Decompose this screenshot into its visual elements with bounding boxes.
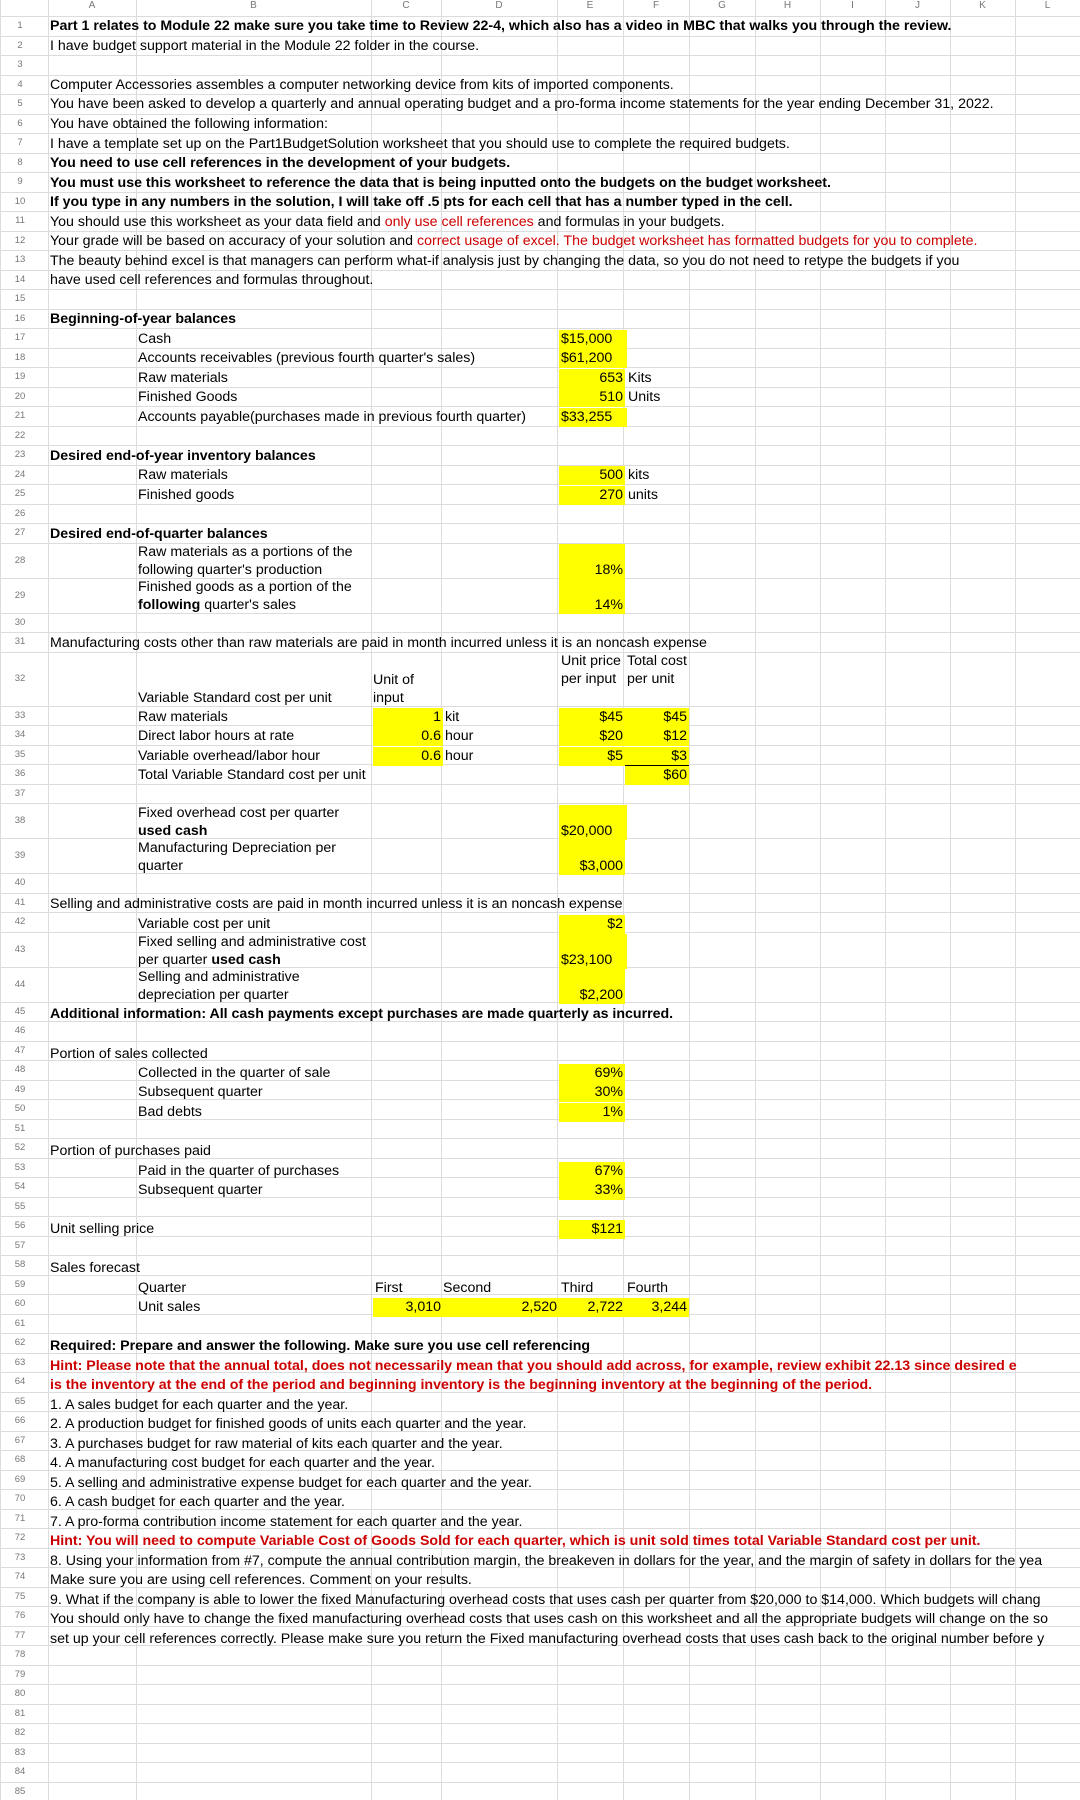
label: Total Variable Standard cost per unit (138, 767, 366, 783)
row-header-59[interactable]: 59 (14, 1279, 26, 1290)
column-header: Variable Standard cost per unit (138, 690, 332, 706)
required-item: 5. A selling and administrative expense budget for each quarter and the year. (50, 1475, 532, 1491)
section-title: Portion of sales collected (50, 1046, 208, 1062)
column-header-a[interactable]: A (88, 0, 96, 11)
required-item: 9. What if the company is able to lower the fixed Manufacturing overhead costs that uses cash per quarter from $20,000 to $14,000. Which budgets will chang (50, 1592, 1041, 1608)
text-run: Fixed selling and administrative cost per quarter (138, 934, 366, 968)
required-item: 6. A cash budget for each quarter and the year. (50, 1494, 345, 1510)
row-header-44[interactable]: 44 (14, 979, 26, 990)
text-run-bold: used cash (211, 951, 281, 968)
grid-row-line (0, 893, 1080, 894)
row-header-2[interactable]: 2 (17, 40, 23, 51)
row-header-5[interactable]: 5 (17, 98, 23, 109)
grid-row-line (0, 1041, 1080, 1042)
intro-line: have used cell references and formulas throughout. (50, 272, 374, 288)
row-header-66[interactable]: 66 (14, 1415, 26, 1426)
row-header-58[interactable]: 58 (14, 1259, 26, 1270)
row-header-62[interactable]: 62 (14, 1337, 26, 1348)
row-header-65[interactable]: 65 (14, 1396, 26, 1407)
grid-row-line (0, 1216, 1080, 1217)
grid-row-line (0, 1275, 1080, 1276)
text-run-red: only use cell references (384, 214, 534, 230)
intro-line: Computer Accessories assembles a computer networking device from kits of imported components. (50, 77, 674, 93)
label: Variable overhead/labor hour (138, 748, 320, 764)
column-header-h[interactable]: H (783, 0, 792, 11)
row-header-74[interactable]: 74 (14, 1571, 26, 1582)
row-header-26[interactable]: 26 (14, 508, 26, 519)
grid-row-line (0, 1333, 1080, 1334)
row-header-72[interactable]: 72 (14, 1532, 26, 1543)
input-tvsc[interactable]: $60 (625, 766, 689, 785)
label: Raw materials (138, 370, 228, 386)
required-item: 3. A purchases budget for raw material of kits each quarter and the year. (50, 1436, 503, 1452)
row-header-22[interactable]: 22 (14, 430, 26, 441)
required-title: Required: Prepare and answer the following. Make sure you use cell referencing (50, 1338, 591, 1354)
row-header-63[interactable]: 63 (14, 1357, 26, 1368)
input-sa-dep[interactable]: $2,200 (559, 969, 625, 1004)
required-item: 7. A pro-forma contribution income statement for each quarter and the year. (50, 1514, 523, 1530)
unit-label: units (628, 487, 658, 503)
row-header-76[interactable]: 76 (14, 1610, 26, 1621)
row-header-4[interactable]: 4 (17, 79, 23, 90)
row-header-51[interactable]: 51 (14, 1123, 26, 1134)
row-header-32[interactable]: 32 (14, 673, 26, 684)
row-header-46[interactable]: 46 (14, 1025, 26, 1036)
quarter-label: Third (561, 1280, 594, 1296)
input-rm-price[interactable]: $45 (559, 708, 625, 727)
grid-row-line (0, 445, 1080, 446)
quarter-label: Second (443, 1280, 492, 1296)
grid-row-line (0, 1704, 1080, 1705)
label (138, 934, 368, 969)
text-run: and formulas in your budgets. (533, 214, 725, 230)
input-sales-q2[interactable]: 2,520 (443, 1298, 559, 1317)
row-header-70[interactable]: 70 (14, 1493, 26, 1504)
label: Cash (138, 331, 172, 347)
column-header-l[interactable]: L (1044, 0, 1051, 11)
input-mfg-dep[interactable]: $3,000 (559, 840, 625, 875)
grid-row-line (0, 1684, 1080, 1685)
text-run-red: correct usage of excel. The budget worksheet has formatted budgets for you to complete. (417, 233, 978, 249)
row-header-55[interactable]: 55 (14, 1201, 26, 1212)
input-rm-qty[interactable]: 1 (373, 708, 443, 727)
column-header-g[interactable]: G (718, 0, 726, 11)
grid-row-line (0, 803, 1080, 804)
row-header-43[interactable]: 43 (14, 944, 26, 955)
column-header-c[interactable]: C (402, 0, 410, 11)
intro-line (50, 213, 725, 232)
row-header-36[interactable]: 36 (14, 768, 26, 779)
row-header-38[interactable]: 38 (14, 815, 26, 826)
row-header-31[interactable]: 31 (14, 636, 26, 647)
input-collected-sub[interactable]: 30% (559, 1083, 625, 1102)
row-header-77[interactable]: 77 (14, 1630, 26, 1641)
row-header-16[interactable]: 16 (14, 313, 26, 324)
grid-row-line (0, 1762, 1080, 1763)
row-header-37[interactable]: 37 (14, 788, 26, 799)
input-cash[interactable]: $15,000 (559, 330, 627, 349)
row-header-71[interactable]: 71 (14, 1513, 26, 1524)
hint: is the inventory at the end of the period and beginning inventory is the beginning inventory at the beginning of the period. (50, 1377, 873, 1393)
row-header-15[interactable]: 15 (14, 293, 26, 304)
row-header-69[interactable]: 69 (14, 1474, 26, 1485)
unit-label: hour (445, 728, 474, 744)
row-header-83[interactable]: 83 (14, 1747, 26, 1758)
label: Accounts payable(purchases made in previous fourth quarter) (138, 409, 527, 425)
quarter-label: First (375, 1280, 403, 1296)
label: Raw materials (138, 467, 228, 483)
row-header-41[interactable]: 41 (14, 897, 26, 908)
row-header-61[interactable]: 61 (14, 1318, 26, 1329)
label (138, 805, 368, 840)
row-header-29[interactable]: 29 (14, 590, 26, 601)
row-header-30[interactable]: 30 (14, 617, 26, 628)
grid-row-line (0, 1743, 1080, 1744)
row-header-78[interactable]: 78 (14, 1649, 26, 1660)
text-run-bold: following (138, 596, 201, 613)
row-header-48[interactable]: 48 (14, 1064, 26, 1075)
text-run-bold: used cash (138, 822, 208, 839)
input-vo-total[interactable]: $3 (625, 747, 689, 766)
row-header-85[interactable]: 85 (14, 1786, 26, 1797)
label: Selling and administrative depreciation per quarter (138, 969, 300, 1003)
section-title: Desired end-of-quarter balances (50, 526, 268, 542)
row-header-73[interactable]: 73 (14, 1552, 26, 1563)
hint: Hint: Please note that the annual total, does not necessarily mean that you should add across, for example, review exhibit 22.13 since desired e (50, 1358, 1017, 1374)
additional-info: Additional information: All cash payments except purchases are made quarterly as incurred. (50, 1006, 674, 1022)
row-header-20[interactable]: 20 (14, 391, 26, 402)
label: Manufacturing Depreciation per quarter (138, 840, 336, 874)
intro-line-bold: You must use this worksheet to reference the data that is being inputted onto the budgets on the budget worksheet. (50, 175, 831, 191)
row-header-56[interactable]: 56 (14, 1220, 26, 1231)
input-sa-fixed[interactable]: $23,100 (559, 934, 627, 969)
row-header-52[interactable]: 52 (14, 1142, 26, 1153)
section-note: Selling and administrative costs are paid in month incurred unless it is an noncash expense (50, 896, 623, 912)
row-header-11[interactable]: 11 (15, 215, 25, 226)
row-header-54[interactable]: 54 (14, 1181, 26, 1192)
row-header-79[interactable]: 79 (14, 1669, 26, 1680)
required-item: 4. A manufacturing cost budget for each quarter and the year. (50, 1455, 435, 1471)
label: Quarter (138, 1280, 187, 1296)
input-bad-debts[interactable]: 1% (559, 1103, 625, 1122)
unit-label: kits (628, 467, 650, 483)
column-header-e[interactable]: E (586, 0, 594, 11)
input-end-fg[interactable]: 270 (559, 486, 625, 505)
grid-row-line (0, 632, 1080, 633)
input-vo-price[interactable]: $5 (559, 747, 625, 766)
row-header-40[interactable]: 40 (14, 877, 26, 888)
intro-heading: Part 1 relates to Module 22 make sure you take time to Review 22-4, which also has a video in MBC that walks you through the review. (50, 18, 952, 34)
row-header-67[interactable]: 67 (14, 1435, 26, 1446)
label: Bad debts (138, 1104, 202, 1120)
input-dl-total[interactable]: $12 (625, 727, 689, 746)
unit-label: Kits (628, 370, 652, 386)
required-item: Make sure you are using cell references. Comment on your results. (50, 1572, 472, 1588)
row-header-21[interactable]: 21 (14, 410, 26, 421)
row-header-19[interactable]: 19 (14, 371, 26, 382)
quarter-label: Fourth (627, 1280, 669, 1296)
row-header-34[interactable]: 34 (14, 729, 26, 740)
input-ar[interactable]: $61,200 (559, 349, 627, 368)
column-header-i[interactable]: I (851, 0, 854, 11)
input-sa-var[interactable]: $2 (559, 915, 625, 934)
label: Subsequent quarter (138, 1084, 263, 1100)
required-item: 2. A production budget for finished goods of units each quarter and the year. (50, 1416, 527, 1432)
row-header-42[interactable]: 42 (14, 916, 26, 927)
unit-label: hour (445, 748, 474, 764)
unit-label: Units (628, 389, 661, 405)
grid-row-line (0, 1665, 1080, 1666)
row-header-17[interactable]: 17 (14, 332, 26, 343)
required-item: 8. Using your information from #7, compute the annual contribution margin, the breakeven in dollars for the year, and the margin of safety in dollars for the yea (50, 1553, 1043, 1569)
row-header-60[interactable]: 60 (14, 1298, 26, 1309)
required-item: You should only have to change the fixed manufacturing overhead costs that uses cash on this worksheet and all the appropriate budgets will change on the so (50, 1611, 1048, 1627)
label: Subsequent quarter (138, 1182, 263, 1198)
label: Raw materials (138, 709, 228, 725)
input-rm[interactable]: 653 (559, 369, 625, 388)
intro-line: You have been asked to develop a quarterly and annual operating budget and a pro-forma income statements for the year ending December 31, 2022. (50, 96, 994, 112)
grid-row-line (0, 1255, 1080, 1256)
label: Accounts receivables (previous fourth quarter's sales) (138, 350, 476, 366)
row-header-12[interactable]: 12 (14, 235, 26, 246)
label (138, 579, 368, 614)
row-header-7[interactable]: 7 (17, 137, 23, 148)
input-paid-sub[interactable]: 33% (559, 1181, 625, 1200)
section-title: Portion of purchases paid (50, 1143, 211, 1159)
row-header-35[interactable]: 35 (14, 749, 26, 760)
row-header-39[interactable]: 39 (14, 850, 26, 861)
row-header-8[interactable]: 8 (17, 157, 23, 168)
hint: Hint: You will need to compute Variable Cost of Goods Sold for each quarter, which is unit sold times total Variable Standard cost per unit. (50, 1533, 981, 1549)
label: Variable cost per unit (138, 916, 271, 932)
column-header-k[interactable]: K (979, 0, 986, 11)
required-item: 1. A sales budget for each quarter and the year. (50, 1397, 349, 1413)
text-run: Fixed overhead cost per quarter (138, 805, 340, 821)
intro-line: You have obtained the following information: (50, 116, 328, 132)
row-header-84[interactable]: 84 (14, 1766, 26, 1777)
intro-line: The beauty behind excel is that managers can perform what-if analysis just by changing the data, so you do not need to retype the budgets if you (50, 253, 960, 269)
label: Paid in the quarter of purchases (138, 1163, 340, 1179)
row-header-10[interactable]: 10 (14, 196, 26, 207)
input-paid-q[interactable]: 67% (559, 1162, 625, 1181)
grid-row-line (0, 1138, 1080, 1139)
column-header: Unit price per input (561, 653, 621, 687)
row-header-25[interactable]: 25 (14, 488, 26, 499)
section-note: Manufacturing costs other than raw materials are paid in month incurred unless it is an noncash expense (50, 635, 707, 651)
section-title: Beginning-of-year balances (50, 311, 237, 327)
input-dl-price[interactable]: $20 (559, 727, 625, 746)
text-run: You should use this worksheet as your data field and (50, 214, 385, 230)
input-unit-price[interactable]: $121 (559, 1220, 625, 1239)
input-sales-q3[interactable]: 2,722 (559, 1298, 625, 1317)
label: Collected in the quarter of sale (138, 1065, 331, 1081)
input-rm-total[interactable]: $45 (625, 708, 689, 727)
column-header-f[interactable]: F (652, 0, 660, 11)
unit-label: kit (445, 709, 460, 725)
input-fg[interactable]: 510 (559, 388, 625, 407)
column-header: Total cost per unit (627, 653, 687, 687)
row-header-64[interactable]: 64 (14, 1376, 26, 1387)
input-fixed-oh[interactable]: $20,000 (559, 805, 627, 840)
row-header-9[interactable]: 9 (17, 176, 23, 187)
label: Unit selling price (50, 1221, 155, 1237)
intro-line (50, 232, 977, 251)
row-header-1[interactable]: 1 (17, 20, 23, 31)
grid-row-line (0, 523, 1080, 524)
grid-row-line (0, 1782, 1080, 1783)
row-header-49[interactable]: 49 (14, 1084, 26, 1095)
input-end-rm[interactable]: 500 (559, 466, 625, 485)
row-header-82[interactable]: 82 (14, 1727, 26, 1738)
label: Direct labor hours at rate (138, 728, 295, 744)
row-header-81[interactable]: 81 (14, 1708, 26, 1719)
label: Finished goods (138, 487, 235, 503)
row-header-13[interactable]: 13 (14, 254, 26, 265)
row-header-50[interactable]: 50 (14, 1103, 26, 1114)
row-header-68[interactable]: 68 (14, 1454, 26, 1465)
intro-line: I have budget support material in the Module 22 folder in the course. (50, 38, 480, 54)
section-title: Desired end-of-year inventory balances (50, 448, 316, 464)
label: Finished Goods (138, 389, 238, 405)
intro-line-bold: If you type in any numbers in the solution, I will take off .5 pts for each cell that has a number typed in the cell. (50, 194, 793, 210)
row-header-47[interactable]: 47 (14, 1045, 26, 1056)
input-eq-fg[interactable]: 14% (559, 579, 625, 614)
input-collected-q[interactable]: 69% (559, 1064, 625, 1083)
text-run: quarter's sales (200, 596, 297, 613)
row-header-80[interactable]: 80 (14, 1688, 26, 1699)
row-header-53[interactable]: 53 (14, 1162, 26, 1173)
column-header-j[interactable]: J (915, 0, 920, 11)
input-sales-q4[interactable]: 3,244 (625, 1298, 689, 1317)
row-header-3[interactable]: 3 (17, 59, 23, 70)
row-header-24[interactable]: 24 (14, 469, 26, 480)
label: Unit sales (138, 1299, 201, 1315)
row-header-27[interactable]: 27 (14, 527, 26, 538)
row-header-75[interactable]: 75 (14, 1591, 26, 1602)
row-header-18[interactable]: 18 (14, 352, 26, 363)
row-header-6[interactable]: 6 (17, 118, 23, 129)
required-item: set up your cell references correctly. Please make sure you return the Fixed manufacturing overhead costs that uses cash back to the original number before y (50, 1631, 1045, 1647)
input-sales-q1[interactable]: 3,010 (373, 1298, 443, 1317)
input-dl-qty[interactable]: 0.6 (373, 727, 443, 746)
text-run: Finished goods as a portion of the (138, 579, 352, 595)
intro-line: I have a template set up on the Part1BudgetSolution worksheet that you should use to complete the required budgets. (50, 136, 790, 152)
column-header: Unit of input (373, 672, 415, 706)
row-header-45[interactable]: 45 (14, 1006, 26, 1017)
grid-row-line (0, 1236, 1080, 1237)
input-eq-rm[interactable]: 18% (559, 544, 625, 579)
label: Raw materials as a portions of the following quarter's production (138, 544, 353, 578)
row-header-23[interactable]: 23 (14, 449, 26, 460)
input-ap[interactable]: $33,255 (559, 408, 627, 427)
row-header-14[interactable]: 14 (14, 274, 26, 285)
row-header-28[interactable]: 28 (14, 555, 26, 566)
row-header-33[interactable]: 33 (14, 710, 26, 721)
text-run: Your grade will be based on accuracy of your solution and (50, 233, 418, 249)
intro-line-bold: You need to use cell references in the development of your budgets. (50, 155, 511, 171)
section-title: Sales forecast (50, 1260, 140, 1276)
column-header-d[interactable]: D (495, 0, 503, 11)
input-vo-qty[interactable]: 0.6 (373, 747, 443, 766)
column-header-b[interactable]: B (250, 0, 257, 11)
grid-row-line (0, 1723, 1080, 1724)
row-header-57[interactable]: 57 (14, 1240, 26, 1251)
